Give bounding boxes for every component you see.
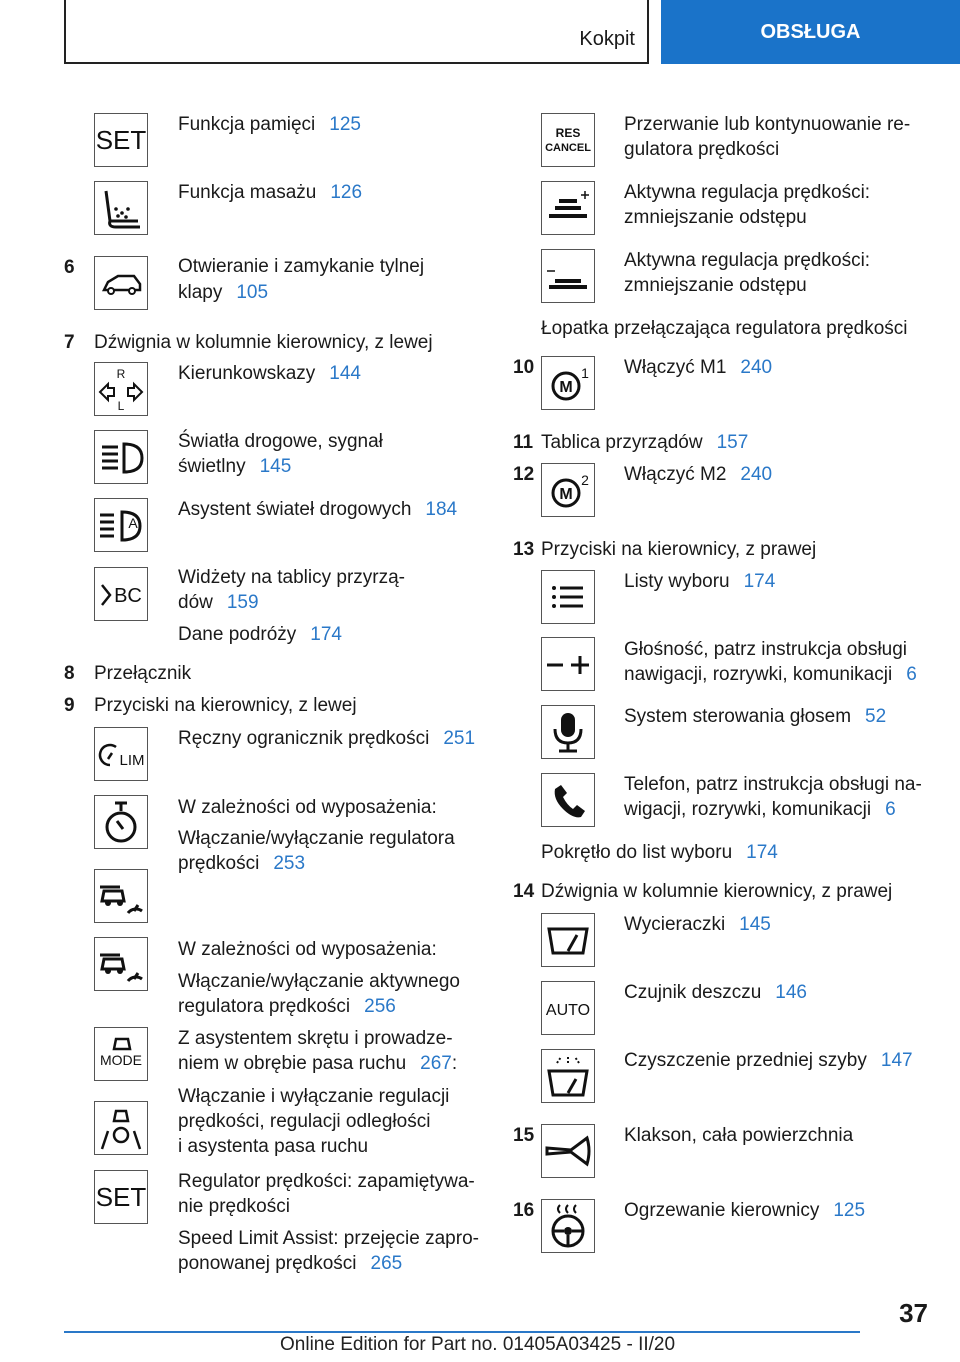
wipers-label: Wycieraczki: [624, 914, 726, 935]
vol-text-2: [624, 662, 917, 687]
steer-page-link[interactable]: 267: [420, 1053, 452, 1074]
phone-text-1: Telefon, patrz instrukcja obsługi na-: [624, 774, 922, 795]
horn-text: Klakson, cała powierzchnia: [624, 1125, 854, 1146]
set-label: Funkcja pamięci: [178, 114, 316, 135]
volume-icon: [541, 637, 595, 691]
rain-label: Czujnik deszczu: [624, 982, 762, 1003]
assist-text-3: i asystenta pasa ruchu: [178, 1136, 369, 1157]
hba-icon-letter: A: [128, 515, 138, 531]
sla-page-link[interactable]: 265: [370, 1253, 403, 1274]
item-number-14: 14: [513, 881, 535, 902]
widgets-label: dów: [178, 592, 213, 613]
m1-label: Włączyć M1: [624, 357, 727, 378]
steer-colon: :: [451, 1053, 458, 1074]
auto-icon-text: AUTO: [545, 1002, 591, 1019]
lists-text: [624, 569, 775, 594]
dist-inc-text-1: Aktywna regulacja prędkości:: [624, 182, 871, 203]
microphone-icon: [541, 705, 595, 759]
item-number-7: 7: [64, 332, 75, 353]
cruise-text-1: Włączanie/wyłączanie regulatora: [178, 828, 455, 849]
lim-label: Ręczny ogranicznik prędkości: [178, 728, 430, 749]
footer-divider: [64, 1331, 860, 1333]
item-number-8: 8: [64, 663, 75, 684]
item-number-9: 9: [64, 695, 75, 716]
acc-page-link[interactable]: 256: [364, 996, 396, 1017]
set-text: [178, 112, 361, 137]
steer-label: niem w obrębie pasa ruchu: [178, 1053, 407, 1074]
mode-icon-text: MODE: [100, 1052, 142, 1068]
lane-assist-icon: [94, 1101, 148, 1155]
cruise-page-link[interactable]: 253: [273, 853, 306, 874]
phone-text-2: [624, 797, 896, 822]
highbeam-text-1: Światła drogowe, sygnał: [178, 431, 383, 452]
sla-label: ponowanej prędkości: [178, 1253, 357, 1274]
lim-icon: [94, 727, 148, 781]
tailgate-icon: [94, 256, 148, 310]
item-number-16: 16: [513, 1200, 535, 1221]
res-icon-text: RES: [555, 126, 581, 140]
trip-text: [178, 622, 342, 647]
voice-label: System sterowania głosem: [624, 706, 852, 727]
turn-text: [178, 361, 361, 386]
wipers-page-link[interactable]: 145: [739, 914, 771, 935]
massage-text: [178, 180, 362, 205]
vol-page-link[interactable]: 6: [906, 664, 917, 685]
cruise-label: prędkości: [178, 853, 260, 874]
cruise-icon: [94, 795, 148, 849]
switch-title: Przełącznik: [94, 663, 192, 684]
highbeam-page-link[interactable]: 145: [259, 456, 292, 477]
phone-label: wigacji, rozrywki, komunikacji: [624, 799, 872, 820]
header-tab[interactable]: OBSŁUGA: [661, 0, 960, 64]
steer-text-1: Z asystentem skrętu i prowadze-: [178, 1028, 453, 1049]
lever-left-title: Dźwignia w kolumnie kierownicy, z lewej: [94, 332, 433, 353]
tailgate-page-link[interactable]: 105: [236, 282, 269, 303]
massage-page-link[interactable]: 126: [330, 182, 363, 203]
acc-label: regulatora prędkości: [178, 996, 351, 1017]
m1-icon-letter: M: [559, 379, 573, 396]
paddle-text: Łopatka przełączająca regulatora prędkości: [541, 318, 908, 339]
steer-text-2: [178, 1051, 457, 1076]
highbeam-text-2: [178, 454, 291, 479]
voice-page-link[interactable]: 52: [865, 706, 887, 727]
acc-icon-2: [94, 937, 148, 991]
hba-label: Asystent świateł drogowych: [178, 499, 412, 520]
turn-signal-l: L: [117, 399, 125, 413]
massage-label: Funkcja masażu: [178, 182, 317, 203]
page-number: 37: [899, 1298, 928, 1328]
tailgate-text-1: Otwieranie i zamykanie tylnej: [178, 256, 425, 277]
tailgate-label: klapy: [178, 282, 223, 303]
hba-page-link[interactable]: 184: [425, 499, 458, 520]
trip-page-link[interactable]: 174: [310, 624, 342, 645]
equip-text-2: W zależności od wyposażenia:: [178, 939, 437, 960]
knob-page-link[interactable]: 174: [746, 842, 778, 863]
cluster-text: [541, 430, 748, 455]
set-icon: [94, 113, 148, 167]
phone-page-link[interactable]: 6: [885, 799, 896, 820]
item-number-15: 15: [513, 1125, 535, 1146]
widgets-text-1: Widżety na tablicy przyrzą-: [178, 567, 406, 588]
set-icon-2: [94, 1170, 148, 1224]
lim-page-link[interactable]: 251: [443, 728, 476, 749]
cluster-page-link[interactable]: 157: [716, 432, 749, 453]
distance-increase-icon: [541, 181, 595, 235]
bc-icon: [94, 567, 148, 621]
list-icon: [541, 570, 595, 624]
hba-text: [178, 497, 457, 522]
highbeam-label: świetlny: [178, 456, 246, 477]
knob-label: Pokrętło do list wyboru: [541, 842, 733, 863]
distance-decrease-icon: [541, 249, 595, 303]
voice-text: [624, 704, 886, 729]
cluster-label: Tablica przyrządów: [541, 432, 703, 453]
item-number-12: 12: [513, 464, 535, 485]
tailgate-text-2: [178, 280, 268, 305]
massage-icon: [94, 181, 148, 235]
lists-page-link[interactable]: 174: [743, 571, 776, 592]
turn-page-link[interactable]: 144: [329, 363, 361, 384]
item-number-11: 11: [513, 432, 534, 453]
m1-icon: [541, 356, 595, 410]
mode-icon: [94, 1027, 148, 1081]
turn-label: Kierunkowskazy: [178, 363, 316, 384]
lever-right-title: Dźwignia w kolumnie kierownicy, z prawej: [541, 881, 893, 902]
trip-label: Dane podróży: [178, 624, 297, 645]
rain-text: [624, 980, 807, 1005]
bc-icon-text: BC: [114, 585, 142, 607]
wash-text: [624, 1048, 913, 1073]
buttons-left-title: Przyciski na kierownicy, z lewej: [94, 695, 357, 716]
equip-text-1: W zależności od wyposażenia:: [178, 797, 437, 818]
horn-icon: [541, 1124, 595, 1178]
set-icon-2-text: SET: [96, 1182, 146, 1212]
dist-dec-text-1: Aktywna regulacja prędkości:: [624, 250, 871, 271]
set-page-link[interactable]: 125: [329, 114, 361, 135]
res-text-2: gulatora prędkości: [624, 139, 780, 160]
widgets-text-2: [178, 590, 259, 615]
m2-icon: [541, 463, 595, 517]
vol-text-1: Głośność, patrz instrukcja obsługi: [624, 639, 908, 660]
m1-icon-number: 1: [581, 365, 589, 381]
store-text-1: Regulator prędkości: zapamiętywa-: [178, 1171, 475, 1192]
lim-icon-text: LIM: [119, 752, 145, 769]
header-box: [64, 0, 649, 64]
heat-text: [624, 1198, 865, 1223]
wash-page-link[interactable]: 147: [880, 1050, 913, 1071]
lim-text: [178, 726, 475, 751]
high-beam-assist-icon: [94, 498, 148, 552]
widgets-page-link[interactable]: 159: [226, 592, 259, 613]
m1-text: [624, 355, 772, 380]
assist-text-1: Włączanie i wyłączanie regulacji: [178, 1086, 450, 1107]
vol-label: nawigacji, rozrywki, komunikacji: [624, 664, 893, 685]
dist-dec-text-2: zmniejszanie odstępu: [624, 275, 807, 296]
m2-icon-letter: M: [559, 486, 573, 503]
m2-label: Włączyć M2: [624, 464, 727, 485]
washer-icon: [541, 1049, 595, 1103]
item-number-10: 10: [513, 357, 535, 378]
knob-text: [541, 840, 778, 865]
header-section: Kokpit: [579, 28, 635, 50]
m1-page-link[interactable]: 240: [740, 357, 773, 378]
res-text-1: Przerwanie lub kontynuowanie re-: [624, 114, 911, 135]
rain-page-link[interactable]: 146: [775, 982, 807, 1003]
acc-text-2: [178, 994, 396, 1019]
heat-label: Ogrzewanie kierownicy: [624, 1200, 820, 1221]
turn-signal-r: R: [116, 367, 126, 381]
item-number-13: 13: [513, 539, 535, 560]
res-cancel-icon: [541, 113, 595, 167]
sla-text-2: [178, 1251, 402, 1276]
high-beam-icon: [94, 430, 148, 484]
steering-heat-icon: [541, 1199, 595, 1253]
item-number-6: 6: [64, 257, 75, 278]
wiper-icon: [541, 913, 595, 967]
assist-text-2: prędkości, regulacji odległości: [178, 1111, 431, 1132]
footer-edition: Online Edition for Part no. 01405A03425 - II/20: [280, 1334, 676, 1355]
phone-icon: [541, 773, 595, 827]
cruise-text-2: [178, 851, 305, 876]
acc-text-1: Włączanie/wyłączanie aktywnego: [178, 971, 460, 992]
m2-icon-number: 2: [581, 472, 589, 488]
auto-icon: [541, 981, 595, 1035]
acc-icon: [94, 869, 148, 923]
buttons-right-title: Przyciski na kierownicy, z prawej: [541, 539, 817, 560]
set-icon-text: SET: [96, 125, 146, 155]
sla-text-1: Speed Limit Assist: przejęcie zapro-: [178, 1228, 479, 1249]
m2-text: [624, 462, 772, 487]
dist-inc-text-2: zmniejszanie odstępu: [624, 207, 807, 228]
cancel-icon-text: CANCEL: [545, 142, 591, 154]
wipers-text: [624, 912, 771, 937]
store-text-2: nie prędkości: [178, 1196, 290, 1217]
turn-signal-icon: [94, 362, 148, 416]
lists-label: Listy wyboru: [624, 571, 730, 592]
m2-page-link[interactable]: 240: [740, 464, 773, 485]
wash-label: Czyszczenie przedniej szyby: [624, 1050, 867, 1071]
heat-page-link[interactable]: 125: [833, 1200, 866, 1221]
